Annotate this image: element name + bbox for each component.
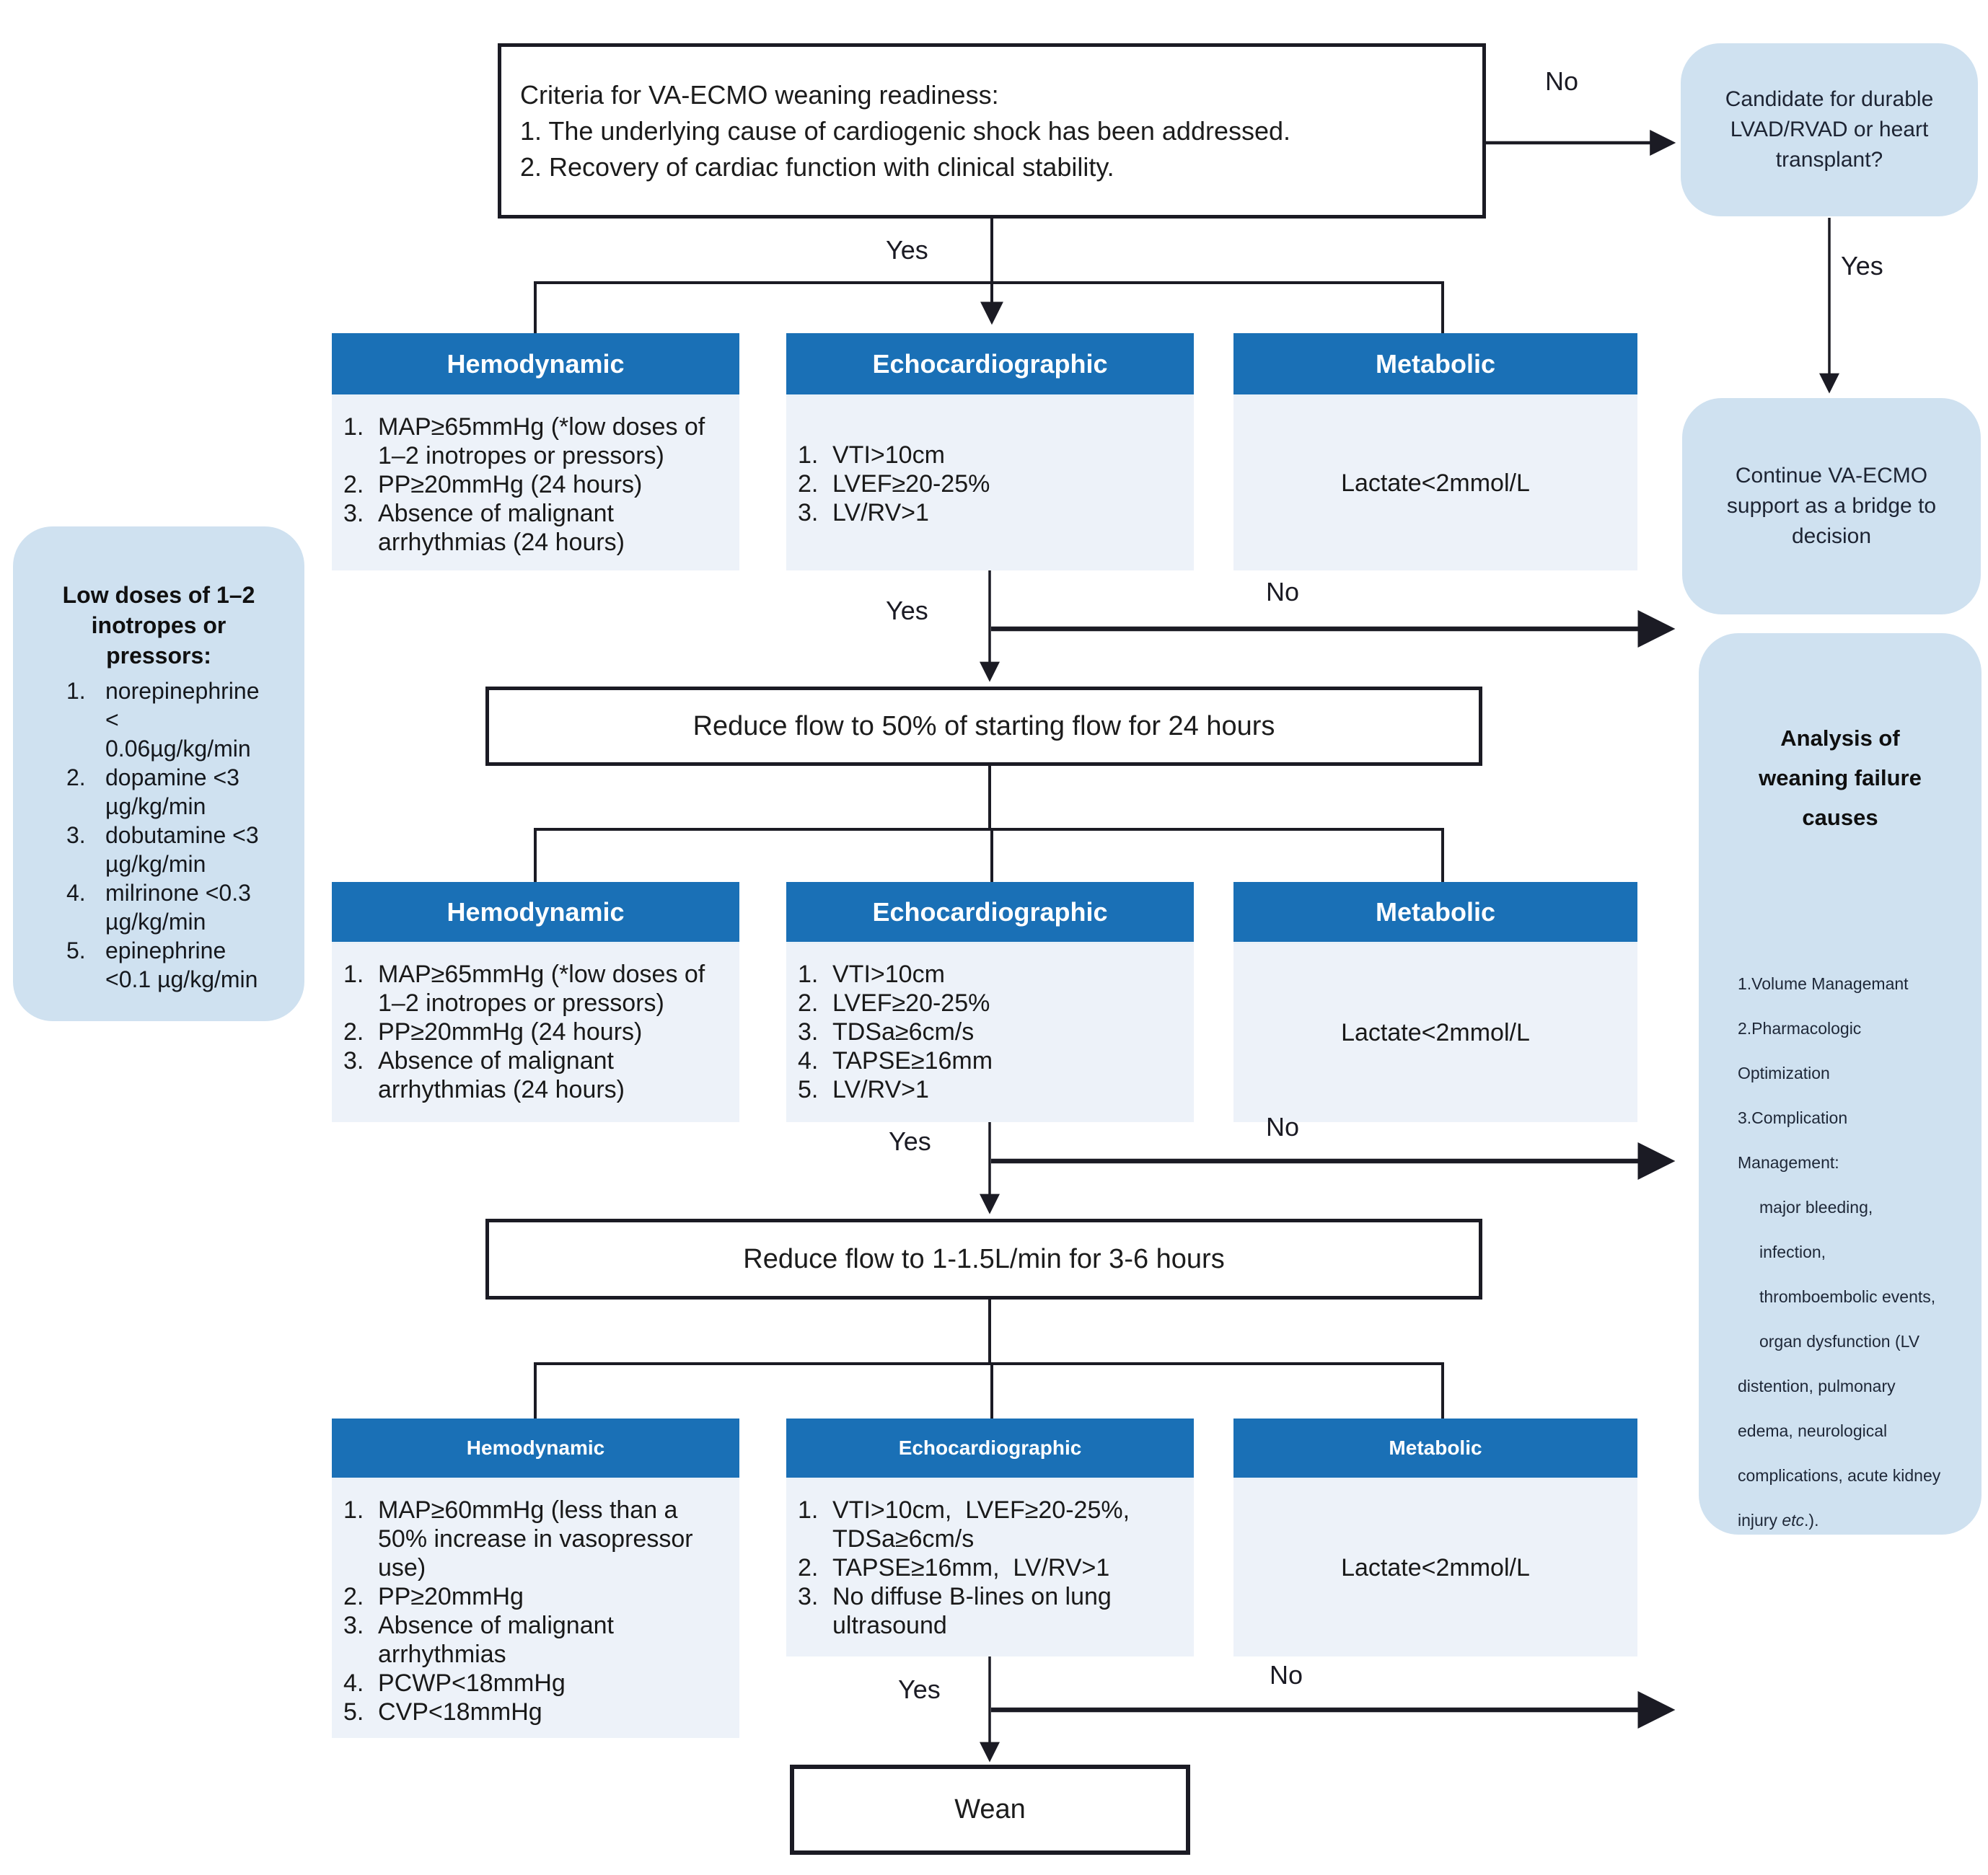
- low-dose-item: epinephrine <0.1 µg/kg/min: [105, 938, 258, 992]
- continue-support-text: Continue VA-ECMO support as a bridge to decision: [1726, 464, 1937, 548]
- analysis-line: organ dysfunction (LV: [1759, 1332, 1920, 1351]
- analysis-line: major bleeding,: [1759, 1198, 1873, 1217]
- criteria-box: [498, 43, 1486, 219]
- row2-hemodynamic-item: PP≥20mmHg (24 hours): [378, 1018, 643, 1046]
- row3-hemodynamic-item: CVP<18mmHg: [378, 1698, 542, 1726]
- row3-echocardiographic-panel: [786, 1419, 1194, 1656]
- low-dose-note-box: [13, 526, 304, 1021]
- row1-hemodynamic-item: Absence of malignant arrhythmias (24 hours): [378, 500, 625, 556]
- row2-metabolic-value: Lactate<2mmol/L: [1233, 944, 1637, 1122]
- row2-echo-item: LV/RV>1: [832, 1076, 929, 1103]
- low-dose-item: milrinone <0.3 µg/kg/min: [105, 880, 251, 935]
- analysis-line: 1.Volume Managemant: [1738, 974, 1909, 993]
- row3-hemodynamic-item: Absence of malignant arrhythmias: [378, 1612, 621, 1668]
- analysis-line: distention, pulmonary: [1738, 1377, 1896, 1395]
- analysis-line: complications, acute kidney: [1738, 1466, 1941, 1485]
- row1-echo-item: LVEF≥20-25%: [832, 469, 990, 498]
- row1-metabolic-value: Lactate<2mmol/L: [1233, 397, 1637, 570]
- row3-echocardiographic-header: Echocardiographic: [786, 1419, 1194, 1480]
- row1-hemodynamic-item: MAP≥65mmHg (*low doses of 1–2 inotropes or pressors): [378, 413, 712, 469]
- row3-hemodynamic-header: Hemodynamic: [332, 1419, 739, 1480]
- criteria-item-2: 2. Recovery of cardiac function with clinical stability.: [520, 151, 1114, 182]
- row2-echo-item: TDSa≥6cm/s: [832, 1018, 975, 1046]
- low-dose-item: dopamine <3 µg/kg/min: [105, 764, 239, 819]
- row2-echocardiographic-panel: [786, 882, 1194, 1122]
- split-row2: [535, 766, 1443, 883]
- row1-hemodynamic-panel: [332, 333, 739, 570]
- row1-metabolic-header: Metabolic: [1233, 333, 1637, 397]
- label-yes-topright: Yes: [1841, 251, 1883, 281]
- row2-metabolic-header: Metabolic: [1233, 882, 1637, 944]
- label-yes-row2: Yes: [889, 1126, 931, 1156]
- row2-echocardiographic-header: Echocardiographic: [786, 882, 1194, 944]
- label-no-row3: No: [1270, 1660, 1303, 1690]
- candidate-lvad-text: Candidate for durable LVAD/RVAD or heart transplant?: [1725, 87, 1934, 172]
- row3-metabolic-header: Metabolic: [1233, 1419, 1637, 1480]
- analysis-line: infection,: [1759, 1243, 1826, 1261]
- row3-hemodynamic-item: PCWP<18mmHg: [378, 1669, 566, 1697]
- row1-echo-item: VTI>10cm: [832, 441, 945, 469]
- split-row3: [535, 1300, 1443, 1420]
- label-yes-row1: Yes: [886, 596, 928, 625]
- low-dose-item: dobutamine <3 µg/kg/min: [105, 822, 259, 877]
- row3-metabolic-value: Lactate<2mmol/L: [1233, 1480, 1637, 1656]
- criteria-title: Criteria for VA-ECMO weaning readiness:: [520, 79, 999, 110]
- split-row1: [535, 219, 1443, 335]
- wean-box: [790, 1765, 1190, 1855]
- row2-hemodynamic-panel: [332, 882, 739, 1122]
- criteria-item-1: 1. The underlying cause of cardiogenic shock has been addressed.: [520, 115, 1291, 146]
- row3-echo-item: TAPSE≥16mm, LV/RV>1: [832, 1554, 1110, 1581]
- label-yes-row3: Yes: [898, 1675, 941, 1704]
- row3-hemodynamic-item: MAP≥60mmHg (less than a 50% increase in vasopressor use): [378, 1496, 700, 1581]
- row3-echo-item: VTI>10cm, LVEF≥20-25%, TDSa≥6cm/s: [832, 1496, 1136, 1553]
- row1-hemodynamic-item: PP≥20mmHg (24 hours): [378, 471, 643, 498]
- row1-echocardiographic-header: Echocardiographic: [786, 333, 1194, 397]
- row2-echo-item: LVEF≥20-25%: [832, 989, 990, 1017]
- row1-echo-item: LV/RV>1: [832, 498, 929, 526]
- row3-hemodynamic-panel: [332, 1419, 739, 1738]
- analysis-failure-box: [1699, 633, 1982, 1535]
- analysis-line-last: injury etc.).: [1738, 1511, 1819, 1530]
- label-no-top: No: [1545, 66, 1579, 96]
- row2-echo-item: TAPSE≥16mm: [832, 1047, 993, 1075]
- analysis-title: Analysis of weaning failure causes: [1759, 725, 1922, 830]
- row1-hemodynamic-header: Hemodynamic: [332, 333, 739, 397]
- row3-hemodynamic-item: PP≥20mmHg: [378, 1583, 524, 1610]
- reduce-flow-50-text: Reduce flow to 50% of starting flow for 24 hours: [692, 710, 1275, 741]
- row2-hemodynamic-item: MAP≥65mmHg (*low doses of 1–2 inotropes or pressors): [378, 961, 712, 1017]
- row2-metabolic-panel: [1233, 882, 1637, 1122]
- continue-support-box: [1682, 398, 1981, 614]
- label-no-row2: No: [1266, 1112, 1300, 1142]
- analysis-line: 2.Pharmacologic Optimization: [1738, 1019, 1862, 1082]
- candidate-lvad-box: [1681, 43, 1978, 216]
- reduce-flow-15-text: Reduce flow to 1-1.5L/min for 3-6 hours: [743, 1243, 1225, 1274]
- label-yes-split: Yes: [886, 235, 928, 265]
- row1-metabolic-panel: [1233, 333, 1637, 570]
- reduce-flow-15-box: [485, 1219, 1482, 1300]
- low-dose-item: norepinephrine < 0.06µg/kg/min: [105, 678, 260, 762]
- row2-echo-item: VTI>10cm: [832, 961, 945, 988]
- row2-hemodynamic-header: Hemodynamic: [332, 882, 739, 944]
- row2-hemodynamic-item: Absence of malignant arrhythmias (24 hours): [378, 1047, 625, 1103]
- row1-echocardiographic-panel: [786, 333, 1194, 570]
- wean-text: Wean: [954, 1794, 1026, 1825]
- analysis-line: thromboembolic events,: [1759, 1287, 1936, 1306]
- row3-echo-item: No diffuse B-lines on lung ultrasound: [832, 1583, 1119, 1639]
- analysis-line: 3.Complication Management:: [1738, 1108, 1848, 1172]
- low-dose-note-title: Low doses of 1–2 inotropes or pressors:: [62, 582, 255, 669]
- row3-metabolic-panel: [1233, 1419, 1637, 1656]
- reduce-flow-50-box: [485, 687, 1482, 766]
- analysis-line: edema, neurological: [1738, 1421, 1888, 1440]
- label-no-row1: No: [1266, 577, 1300, 606]
